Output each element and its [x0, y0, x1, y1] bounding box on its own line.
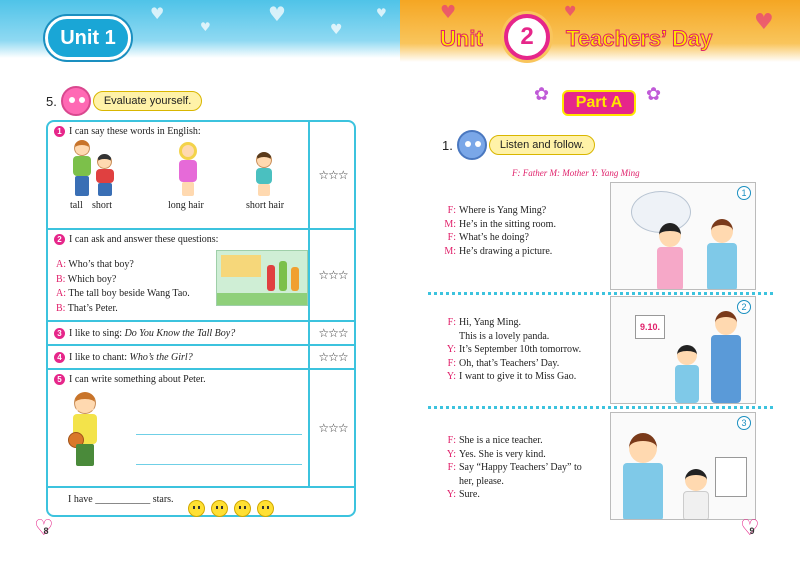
neutral-face-icon[interactable]: [234, 500, 251, 517]
comic-panel-image: [610, 182, 756, 290]
drawing-easel: [715, 457, 747, 497]
speaker-label: F:: [447, 357, 456, 369]
heart-icon: ♥: [754, 10, 774, 35]
speaker-label: A:: [56, 288, 66, 299]
mascot-icon: [457, 130, 487, 160]
dialog-line: He’s in the sitting room.: [459, 218, 556, 230]
dotted-divider: [428, 406, 776, 409]
unit-number-badge: 2: [504, 14, 550, 60]
speaker-label: F:: [447, 435, 456, 446]
dialog-line: Say “Happy Teachers’ Day” to: [459, 462, 582, 473]
dialog-line: What’s he doing?: [459, 232, 529, 243]
page-number: ♡ 8: [36, 522, 56, 540]
butterfly-icon: ✿: [646, 84, 662, 105]
heart-icon: ♥: [330, 22, 343, 38]
smiley-faces: [188, 500, 274, 517]
word-label: short: [92, 200, 112, 211]
stars-total-blank[interactable]: ___________: [95, 494, 151, 505]
star-rating[interactable]: ☆☆☆: [318, 168, 348, 182]
speaker-label: Y:: [446, 344, 456, 355]
sad-face-icon[interactable]: [257, 500, 274, 517]
evaluation-row: [48, 122, 354, 230]
word-label: long hair: [168, 200, 204, 211]
dialog-lines: [56, 258, 190, 316]
tall-boy-illustration: [70, 140, 94, 196]
heart-icon: ♥: [268, 2, 286, 26]
dialog-line: Where is Yang Ming?: [459, 205, 547, 216]
dialog-line: It’s September 10th tomorrow.: [459, 344, 582, 355]
row-number-badge: 3: [54, 328, 65, 339]
speaker-label: A:: [56, 259, 66, 270]
dialog-panel: [440, 204, 556, 258]
dialog-line: Sure.: [459, 489, 480, 500]
heart-icon: ♥: [200, 20, 211, 34]
row-number-badge: 1: [54, 126, 65, 137]
speaker-label: F:: [447, 232, 456, 243]
panel-number: 3: [737, 416, 751, 430]
dialog-line: Who’s that boy?: [68, 259, 134, 270]
task-number: 1.: [442, 137, 453, 153]
row-number-badge: 5: [54, 374, 65, 385]
task-label: Evaluate yourself.: [93, 91, 202, 111]
star-rating[interactable]: ☆☆☆: [318, 421, 348, 435]
panel-number: 2: [737, 300, 751, 314]
yang-ming-illustration: [683, 469, 709, 520]
row-text: I like to sing:: [69, 328, 123, 339]
playground-illustration: [216, 250, 308, 306]
panel-number: 1: [737, 186, 751, 200]
star-rating[interactable]: ☆☆☆: [318, 268, 348, 282]
butterfly-icon: ✿: [534, 84, 550, 105]
stars-total-prefix: I have: [68, 494, 93, 505]
speaker-label: B:: [56, 302, 66, 314]
word-label: tall: [70, 200, 83, 211]
peter-illustration: [68, 392, 102, 478]
dotted-divider: [428, 292, 776, 295]
speaker-label: Y:: [446, 448, 456, 460]
row-text: I can ask and answer these questions:: [69, 234, 219, 245]
star-rating[interactable]: ☆☆☆: [318, 326, 348, 340]
speaker-label: Y:: [446, 371, 456, 382]
evaluation-row: [48, 230, 354, 322]
heart-icon: ♥: [440, 2, 457, 23]
mother-illustration: [657, 223, 683, 290]
calendar-icon: 9.10.: [635, 315, 665, 339]
dialog-line: Which boy?: [67, 273, 117, 285]
writing-line[interactable]: [136, 434, 302, 435]
dialog-line: I want to give it to Miss Gao.: [459, 371, 577, 382]
task-header: [442, 130, 595, 160]
speaker-label: M:: [444, 218, 456, 230]
father-illustration: [711, 311, 741, 403]
row-text: I can write something about Peter.: [69, 374, 206, 385]
stars-total: [68, 494, 174, 505]
mascot-icon: [61, 86, 91, 116]
stars-total-suffix: stars.: [152, 494, 174, 505]
dialog-line: The tall boy beside Wang Tao.: [68, 288, 190, 299]
comic-panel-image: [610, 296, 756, 404]
dialog-line: She is a nice teacher.: [459, 435, 543, 446]
comic-panel-image: [610, 412, 756, 520]
speaker-legend: F: Father M: Mother Y: Yang Ming: [512, 168, 640, 178]
smiling-face-icon[interactable]: [211, 500, 228, 517]
heart-icon: ♥: [564, 4, 577, 20]
long-hair-girl-illustration: [176, 142, 200, 196]
heart-icon: ♥: [150, 4, 165, 23]
page-number: ♡ 9: [742, 522, 762, 540]
dialog-line: He’s drawing a picture.: [459, 245, 553, 257]
speaker-label: Y:: [446, 489, 456, 500]
laughing-face-icon[interactable]: [188, 500, 205, 517]
speaker-label: F:: [447, 462, 456, 473]
short-boy-illustration: [94, 154, 116, 196]
dialog-line: her, please.: [459, 475, 504, 487]
row-number-badge: 4: [54, 352, 65, 363]
dialog-line: That’s Peter.: [67, 302, 118, 314]
evaluation-row: [48, 322, 354, 346]
row-text: I can say these words in English:: [69, 126, 201, 137]
speaker-label: F:: [447, 317, 456, 328]
father-illustration: [707, 219, 737, 290]
row-text: I like to chant:: [69, 352, 128, 363]
dialog-line: Hi, Yang Ming.: [459, 317, 521, 328]
speaker-label: F:: [447, 205, 456, 216]
speaker-label: B:: [56, 273, 66, 285]
speaker-label: M:: [444, 245, 456, 257]
heart-icon: ♥: [376, 6, 387, 20]
task-number: 5.: [46, 93, 57, 109]
dialog-panel: [440, 316, 581, 384]
yang-ming-illustration: [675, 345, 699, 403]
self-evaluation-table: [46, 120, 356, 517]
unit-badge: [45, 16, 131, 60]
father-illustration: [623, 433, 663, 520]
task-label: Listen and follow.: [489, 135, 595, 155]
dialog-line: Oh, that’s Teachers’ Day.: [459, 357, 560, 369]
dialog-line: Yes. She is very kind.: [459, 448, 546, 460]
unit-title-word: Unit: [440, 26, 483, 51]
task-header: [46, 86, 202, 116]
evaluation-row: [48, 370, 354, 488]
right-page: [400, 0, 800, 569]
unit-title: Teachers’ Day: [566, 26, 713, 51]
chant-title: Who’s the Girl?: [129, 352, 193, 363]
song-title: Do You Know the Tall Boy?: [124, 328, 236, 339]
short-hair-girl-illustration: [254, 152, 274, 196]
writing-line[interactable]: [136, 464, 302, 465]
dialog-line: This is a lovely panda.: [459, 330, 550, 342]
part-label: Part A: [562, 90, 636, 116]
row-number-badge: 2: [54, 234, 65, 245]
star-rating[interactable]: ☆☆☆: [318, 350, 348, 364]
word-label: short hair: [246, 200, 285, 211]
unit-badge-label: Unit 1: [60, 26, 116, 49]
dialog-panel: [440, 434, 582, 502]
evaluation-row: [48, 346, 354, 370]
